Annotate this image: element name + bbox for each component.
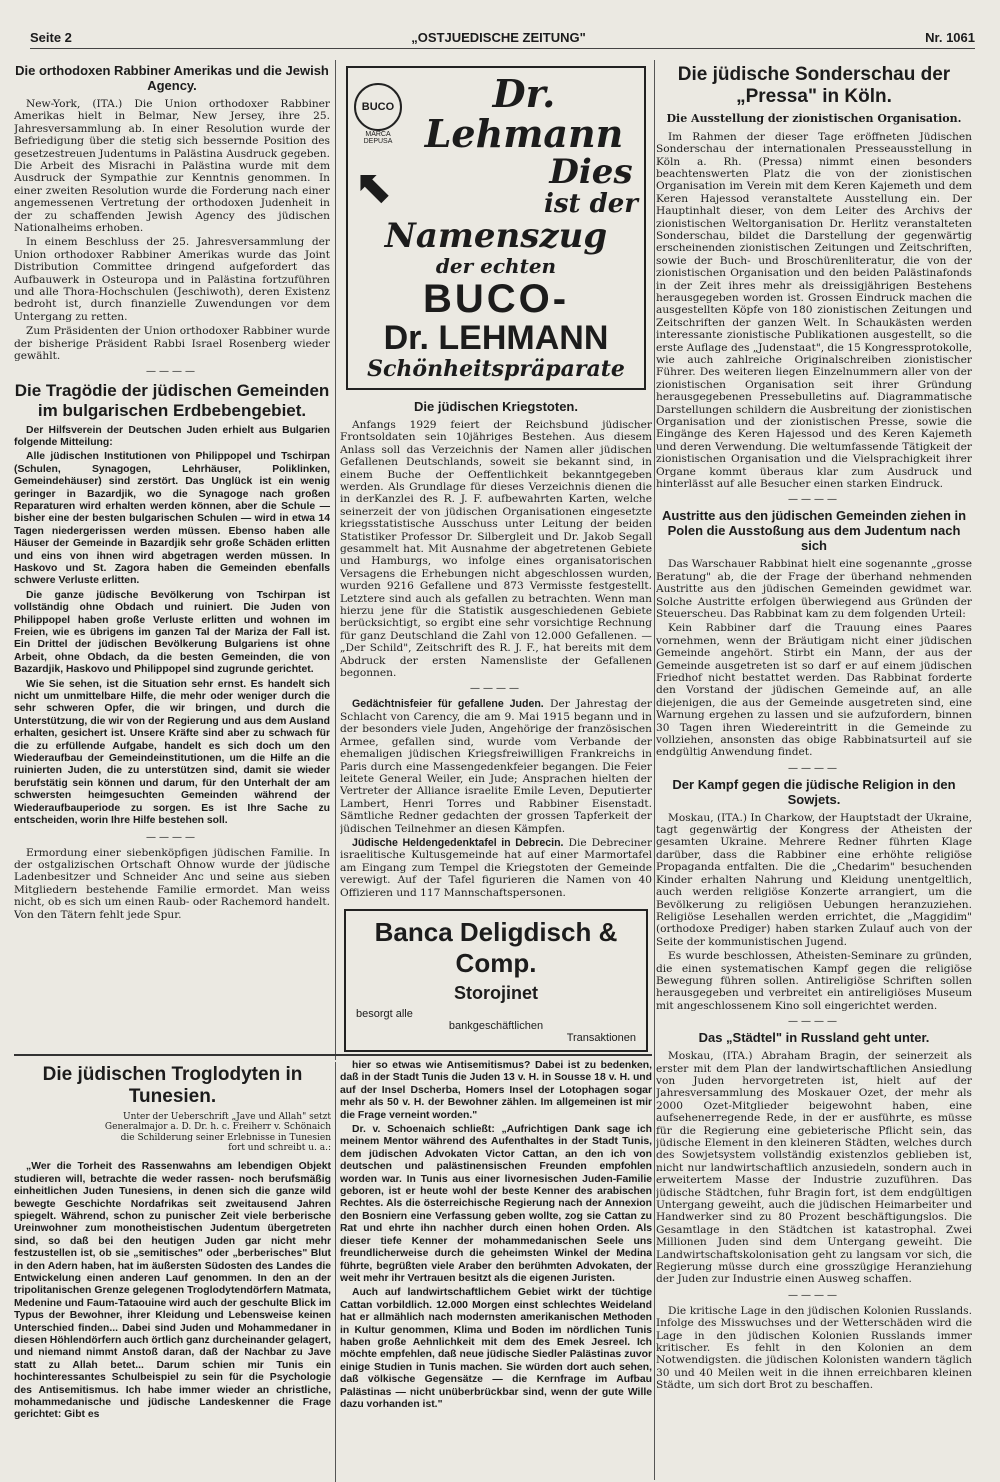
article-kriegstoten [340,400,652,679]
column-left [14,60,330,923]
column-middle [340,60,652,1062]
separator: ———— [788,494,840,506]
column-right [656,60,972,1394]
ad-brand: BUCO- [422,277,570,321]
article-tragoedie [14,381,330,827]
article-troglodyten-continued [340,1060,652,1413]
paragraph: Zum Präsidenten der Union orthodoxer Rabbiner wurde der bisherige Präsident Rabbi Israel Rosenberg wieder gewählt. [14,325,330,362]
article-title: Die jüdischen Kriegstoten. [414,399,578,414]
article-title: Die jüdischen Troglodyten in Tunesien. [42,1064,303,1107]
separator: ———— [788,762,840,774]
bank-city: Storojinet [454,982,538,1003]
arrow-icon: ⬉ [354,160,393,212]
ad-signature: Dr. Lehmann [424,71,624,156]
paragraph: Anfangs 1929 feiert der Reichsbund jüdischer Frontsoldaten sein 10jähriges Bestehen. Aus diesem Anlass soll das Verzeichnis der Namen aller jüdischen Gefallenen Deutschlands, soweit sie bekannt sind, in einem Buche der Oeffentlichkeit bekanntgegeben werden. Als Grundlage für dieses Verzeichnis dienen die in derKanzlei des R. J. F. aufbewahrten Karten, welche seinerzeit der von jüdischen Organisationen eingesetzte kriegsstatistische Ausschuss unter Leitung der beiden Statistiker Professor Dr. Silbergleit und Dr. Jakob Segall gesammelt hat. Mit Ausnahme der abgetretenen Gebiete und Hamburgs, wo infolge eines organisatorischen Versagens die Erhebungen nicht abgeschlossen wurden, wurden 9216 Gefallene und 873 Vermisste festgestellt. Letztere sind auch als gefallen zu betrachten. Wenn man hierzu jene für die Statistik ausgeschiedenen Gebiete berücksichtigt, so ergibt eine sehr vorsichtige Rechnung für ganz Deutschland die Zahl von 12.000 Gefallenen. — „Der Schild", Zeitschrift des R. J. F., hat bereits mit dem Abdruck der ersten Namensliste der Gefallenen begonnen. [340,418,652,680]
ad-line: der echten [435,254,557,278]
article-austritte [656,509,972,758]
paragraph: Wie Sie sehen, ist die Situation sehr ernst. Es handelt sich nicht um unmittelbare Hilfe, die mehr oder weniger durch die sehr schweren Opfer, die wir bringen, und durch die Unterstützung, die wir von der Regierung und aus dem Ausland erhalten, gesichert ist. Unsere Kräfte sind aber zu schwach für die zu erfüllende Aufgabe, handelt es sich doch um den Wiederaufbau der Gemeindeinstitutionen, um die Hilfe an die ruinierten Juden, die zu unterstützen sind, damit sie wieder berufstätig sein können und darum, für den Unterhalt der am schwersten heimgesuchten Gemeinden während der Wiederaufbauperiode zu sorgen. Es ist Ihre Sache zu entscheiden, worin Ihre Hilfe bestehen soll. [14,678,330,827]
column-divider [335,1062,336,1482]
article-pressa [656,64,972,490]
article-kampf [656,778,972,1012]
paragraph: Die ganze jüdische Bevölkerung von Tschirpan ist vollständig ohne Obdach und ruiniert. Die Juden von Philippopel haben große Verluste erlitten und wohnen im Freien, wie es übrigens im ganzen Tal der Mariza der Fall ist. Ein Drittel der jüdischen Bevölkerung Bulgariens ist ohne Arbeit, ohne Obdach, da die besten Gemeinden, die von Bazardjik, Haskovo und Philippopel sind zugrunde gerichtet. [14,589,330,676]
paragraph: hier so etwas wie Antisemitismus? Dabei ist zu bedenken, daß in der Stadt Tunis die Juden 13 v. H. in Sousse 18 v. H. und auf der Insel Dscherba, Homers Insel der Lotophagen sogar mehr als 50 v. H. der Bewohner zählen. Im allgemeinen ist mir die Frage verneint worden." [340,1060,652,1121]
article-rabbiner [14,64,330,362]
article-staedtel [656,1031,972,1286]
article-gedaechtnis [340,698,652,834]
separator: ———— [470,683,522,695]
paragraph: Das Warschauer Rabbinat hielt eine sogenannte „grosse Beratung" ab, die der Frage der überhand nehmenden Austritte aus den jüdischen Gemeinden gewidmet war. Solche Austritte erfolgen überwiegend aus Gründen der Steuerscheu. Das Rabbinat kam zu dem folgenden Urteil: [656,558,972,620]
lead-in: Gedächtnisfeier für gefallene Juden. [352,698,544,711]
article-title: Das „Städtel" in Russland geht unter. [698,1030,930,1046]
article-title: Der Kampf gegen die jüdische Religion in den Sowjets. [672,776,956,807]
paragraph: New-York, (ITA.) Die Union orthodoxer Rabbiner Amerikas hielt in Belmar, New Jersey, ihre 25. Jahresversammlung ab. In einer Resolution wurde der Befriedigung über die stetig sich bessernde Position des gesetzestreuen Judentums in Palästina Ausdruck gegeben. Die Arbeit des Misrachi in Palästina wurde mit dem Ausdruck der Sympathie zur Kenntnis genommen. In einer zweiten Resolution wurde die Forderung nach einer angemessenen Vertretung der orthodoxen Judenheit in der zu schaffenden Jewish Agency des jüdischen Nationalheims erhoben. [14,97,330,234]
article-troglodyten [14,1060,331,1424]
ad-line: Namenszug [384,216,608,256]
paragraph: Der Hilfsverein der Deutschen Juden erhielt aus Bulgarien folgende Mitteilung: [14,424,330,448]
article-title: Austritte aus den jüdischen Gemeinden ziehen in Polen die Ausstoßung aus dem Judentum nach sich [661,508,967,554]
separator: ———— [146,366,198,378]
article-title: Die jüdische Sonderschau der „Pressa" in Köln. [677,64,951,107]
paragraph: „Wer die Torheit des Rassenwahns am lebendigen Objekt studieren will, betrachte die weder rassen- noch berufsmäßig einheitlichen Juden Tunesiens, in denen sich die ganze wild bewegte Geschichte Nordafrikas seit zweitausend Jahren spiegelt. Während, schon zu punischer Zeit viele berberische Ureinwohner zum monotheistischen Judentum übergetreten sind, so daß bei den heutigen Juden gar nicht mehr festzustellen ist, ob sie „semitisches" oder „berberisches" Blut in den Adern haben, hat im äußersten Südosten des Landes die Entwickelung einen anderen Lauf genommen. In den an der tripolitanischen Grenze gelegenen Troglodytendörfern Matmata, Medenine und Faum-Tataouine wird auch der geschulte Blick im Typus der Bewohner, ihrer Kleidung und Lebensweise keinen Unterschied finden... Dabei sind Juden und Mohammedaner in diesen Höhlendörfern auch örtlich ganz durcheinander gelagert, und niemand nimmt Anstoß daran, daß der Nachbar zu Jave statt zu Allah betet... Darum schien mir Tunis ein hochinteressantes Schulbeispiel zu sein für die Psychologie des Antisemitismus. Ich habe immer wieder an christliche, mohammedanische und jüdische Landeskenner die Frage gerichtet: Gibt es [14,1161,331,1421]
ad-line: ist der [544,189,638,219]
article-kolonien [656,1305,972,1392]
paragraph: Der Jahrestag der Schlacht von Carency, die am 9. Mai 1915 begann und in der besonders viele Juden, Angehörige der französischen Armee, gefallen sind, wurde vom Verbande der ehemaligen jüdischen Kriegsfreiwilligen Frankreichs in Paris durch eine Massengedenkfeier begangen. Die Feier leitete General Weiler, ein Jude; Ansprachen hielten der Vertreter der Alliance israelite Emile Leven, Deputierter Lambert, Henri Torres und Rabbiner Eisenstadt. Sämtliche Redner gedachten der grossen Tapferkeit der jüdischen Teilnehmer an diesen Kämpfen. [340,698,652,835]
paragraph: Alle jüdischen Institutionen von Philippopel und Tschirpan (Schulen, Synagogen, Lehrhäuser, Poliklinken, Gemeindehäuser) sind zerstört. Das Unglück ist ein wenig geringer in Bazardjik, wo die Synagoge nach großen Reparaturen wird erhalten werden können, aber die Schule — bisher eine der besten bulgarischen Schulen — wird in etwa 14 Tagen niedergerissen werden müssen. Ebenso haben alle Häuser der Gemeinde in Bazardjik sehr große Schäden erlitten und eins von ihnen wird abgetragen werden müssen. In Haskovo und St. Zagora haben die Gemeinden ebenfalls schwere Verluste erlitten. [14,451,330,587]
bank-line: bankgeschäftlichen [448,1019,544,1032]
issue-number: Nr. 1061 [925,29,975,45]
buco-logo-icon: BUCO [354,83,402,131]
separator: ———— [788,1289,840,1301]
paragraph: Die kritische Lage in den jüdischen Kolonien Russlands. Infolge des Misswuchses und der Wetterschäden wird die Lage in den jüdischen Kolonien Russlands immer kritischer. Es fehlt in den Kolonien an dem Notwendigsten. die jüdischen Kolonisten wandern täglich 30 und 40 Meilen weit in die ihnen erreichbaren kleinen Städte, um sich dort Brot zu beschaffen. [656,1304,972,1392]
paragraph: In einem Beschluss der 25. Jahresversammlung der Union orthodoxer Rabbiner Amerikas wurde das Joint Distribution Committee dringend aufgefordert das Aufbauwerk in Osteuropa und in Palästina fortzuführen und alle Thora-Hochschulen (Jeschiwoth), deren Existenz bedroht ist, durch finanzielle Zuwendungen vor dem Untergang zu retten. [14,236,330,323]
paragraph: Ermordung einer siebenköpfigen jüdischen Familie. In der ostgalizischen Ortschaft Ohnow wurde der jüdische Ladenbesitzer und Schneider Anc und seine aus sieben Mitgliedern bestehende Familie ermordet. Man weiss nicht, ob es sich um einen Raub- oder Rachemord handelt. Von den Tätern fehlt jede Spur. [14,846,330,921]
masthead [30,26,975,49]
advertisement-bank [344,909,648,1052]
paragraph: Moskau, (ITA.) Abraham Bragin, der seinerzeit als erster mit dem Plan der landwirtschaftlichen Ansiedlung von Juden hervorgetreten ist, hielt auf der Jahresversammlung des Moskauer Ozet, der mehr als 2000 Ozet-Mitglieder beigewohnt haben, eine aufsehenerregende Rede, in der er ausführte, es müsse für die Regierung eine gebieterische Pflicht sein, das jüdische Element in den kleineren Städten, welches durch des Sowjetsystem vollständig existenzlos geblieben ist, nicht nur landwirtschaftlich anzusiedeln, sondern auch in erweitertem Masse der Industrie zuzuführen. Das jüdische Städtchen, fuhr Bragin fort, ist dem endgültigen Untergang geweiht, auch die jüdischen Heimarbeiter und Handwerker sind zu 80 Prozent beschäftigungslos. Die Gesamtlage in den Städtchen ist katastrophal. Zwei Millionen Juden sind dem Untergang geweiht. Die Landwirtschaftskolonisation geht zu langsam vor sich, die Regierung müsse durch eine grosszügige Heranziehung der Juden zur Industrie einen Ausweg schaffen. [656,1050,972,1286]
paragraph: Die Debreciner israelitische Kultusgemeinde hat auf einer Marmortafel am Eingang zum Tempel die Kriegstoten der Gemeinde verewigt. Auf der Tafel figurieren die Namen von 40 Offizieren und 117 Mannschaftspersonen. [340,836,652,899]
column-divider [654,60,655,1480]
separator: ———— [146,831,198,843]
column-divider [335,60,336,1060]
article-heldentafel [340,837,652,899]
paragraph: Es wurde beschlossen, Atheisten-Seminare zu gründen, die einen systematischen Kampf gegen die religiöse Bewegung führen sollen. Antireligiöse Schriften sollen herausgegeben und verbreitet ein antireligiöses Museum mit angeschlossenem Kino soll eingerichtet werden. [656,950,972,1012]
lead-in: Jüdische Heldengedenktafel in Debrecin. [352,836,564,849]
ad-tagline: Schönheitspräparate [367,356,625,382]
paragraph: Dr. v. Schoenaich schließt: „Aufrichtigen Dank sage ich meinem Mentor während des Aufenthaltes in der Stadt Tunis, dem jüdischen Advokaten Victor Cattan, an den ich von deutschen und palästinensischen Freunden empfohlen worden war. In Tunis aus einer livornesischen Juden-Familie geboren, ist er heute wohl der beste Kenner des arabischen Rechtes. Als die österreichische Regierung nach der Annexion den Bosniern eine Verfassung geben wollte, zog sie Cattan zu Rat und ehrte ihn nachher durch einen hohen Orden. Als dieser tiefe Kenner der mohammedanischen Seele uns freundlicherweise durch die geheimsten Winkel der Medina führte, begrüßten viele Araber den berühmten Advokaten, der weit mehr ihr Vertrauen besitzt als die eigenen Juristen. [340,1124,652,1284]
newspaper-title: „OSTJUEDISCHE ZEITUNG" [411,29,586,45]
paragraph: Kein Rabbiner darf die Trauung eines Paares vornehmen, wenn der Bräutigam nicht einer jüdischen Gemeinde angehört. Stirbt ein Mann, der aus der Gemeinde ausgetreten ist so darf er auf einem jüdischen Friedhof nicht bestattet werden. Das Rabbinat forderte den Vorstand der jüdischen Gemeinde auf, an alle diejenigen, die aus der Gemeinde ausgetreten sind, eine Warnung ergehen zu lassen und sie aufzufordern, binnen 30 Tagen ihren Wiedereintritt in die Gemeinde zu vollziehen, ansonsten das obige Rabbinatsurteil auf sie endgültig Anwendung findet. [656,622,972,759]
article-ermordung [14,847,330,921]
bank-name: Banca Deligdisch & Comp. [374,916,618,978]
paragraph: Im Rahmen der dieser Tage eröffneten Jüdischen Sonderschau der internationalen Presseausstellung in Köln a. Rh. (Pressa) nimmt einen besonders beachtenswerten Platz die von der zionistischen Organisation im Verein mit dem Keren Kajemeth und dem Keren Hajessod veranstaltete Ausstellung ein. Der Hauptinhalt dieser, von dem Leiter des Archivs der zionistischen Weltorganisation Dr. Herlitz veranstalteten Sonderschau, bildet die Darstellung der gegenwärtig erscheinenden zionistischen Zeitungen und Zeitschriften, sowie der Buch- und Broschürenliteratur, die von der zionistischen Organisation und den beiden Palästinafonds in der Zeit ihres mehr als dreissigjährigen Bestehens herausgegeben worden ist. Grossen Eindruck machen die ausgestellten Köpfe von 180 zionistischen Zeitungen und Zeitschriften der ganzen Welt. In Schaukästen werden interessante zionistische Publikationen ausgestellt, so die erste Auflage des „Judenstaat", die 15 Kongressprotokolle, wie auch zahlreiche Originalschreiben zionistischer Führer. Des weiteren liegen Einzelnummern aller von der zionistischen Organisation seit ihrer Gründung herausgegebenen Pressebulletins auf. Diagrammatische Darstellungen schildern die Ausbreitung der zionistischen Organisation und der zionistischen Presse, sowie die Eingänge des Keren Hajessod und des Keren Kajemeth und deren Verwendung. Die weltumfassende Tätigkeit der zionistischen Organisation und die Vielsprachigkeit ihrer Organe kommt überaus klar zum Ausdruck und hinterlässt auf alle Besucher einen starken Eindruck. [656,130,972,491]
article-subtitle: Die Ausstellung der zionistischen Organisation. [666,111,962,125]
ad-line: Dies [549,152,633,192]
bank-line: besorgt alle [356,1007,413,1020]
ad-brand-2: Dr. LEHMANN [383,319,609,357]
page-number: Seite 2 [30,29,72,45]
separator: ———— [788,1016,840,1028]
bank-line: Transaktionen [566,1031,636,1044]
paragraph: Moskau, (ITA.) In Charkow, der Hauptstadt der Ukraine, tagt gegenwärtig der Kongress der Atheisten der gesamten Ukraine. Mehrere Redner führten Klage darüber, dass die Rabbiner eine erhöhte religiöse Propaganda entfalten. Die die „Chedarim" besuchenden Kinder erhalten Nahrung und Kleidung unentgeltlich, auch werden religiöse Konzerte arrangiert, um die Bevölkerung zu religiösen Uebungen heranzuziehen. Religiöse Lesehallen werden errichtet, die „Maggidim" (orthodoxe Prediger) haben starken Zulauf auch von der Seite der kommunistischen Jugend. [656,811,972,948]
logo-caption: MARCA DEPUSA [363,131,393,145]
article-intro: Unter der Ueberschrift „Jave und Allah" setzt Generalmajor a. D. Dr. h. c. Freiherr v. Schönaich die Schilderung seiner Erlebnisse in Tunesien fort und schreibt u. a.: [104,1111,331,1153]
paragraph: Auch auf landwirtschaftlichem Gebiet wirkt der tüchtige Cattan vorbildlich. 12.000 Morgen einst schlechtes Weideland hat er allmählich nach modernsten amerikanischen Methoden in Kultur genommen, Klima und Boden im nördlichen Tunis haben große Aehnlichkeit mit dem des Emek Jesreel. Ich möchte empfehlen, daß neue jüdische Siedler Palästinas zuvor einige Studien in Tunis machen. Sie würden dort auch sehen, daß völkische Gegensätze — die Kernfrage im Aufbau Palästinas — nicht unüberbrückbar sind, wenn der gute Wille dazu vorhanden ist." [340,1287,652,1410]
article-title: Die Tragödie der jüdischen Gemeinden im bulgarischen Erdbebengebiet. [14,381,330,420]
article-title: Die orthodoxen Rabbiner Amerikas und die Jewish Agency. [15,63,329,93]
advertisement-buco [346,66,646,390]
